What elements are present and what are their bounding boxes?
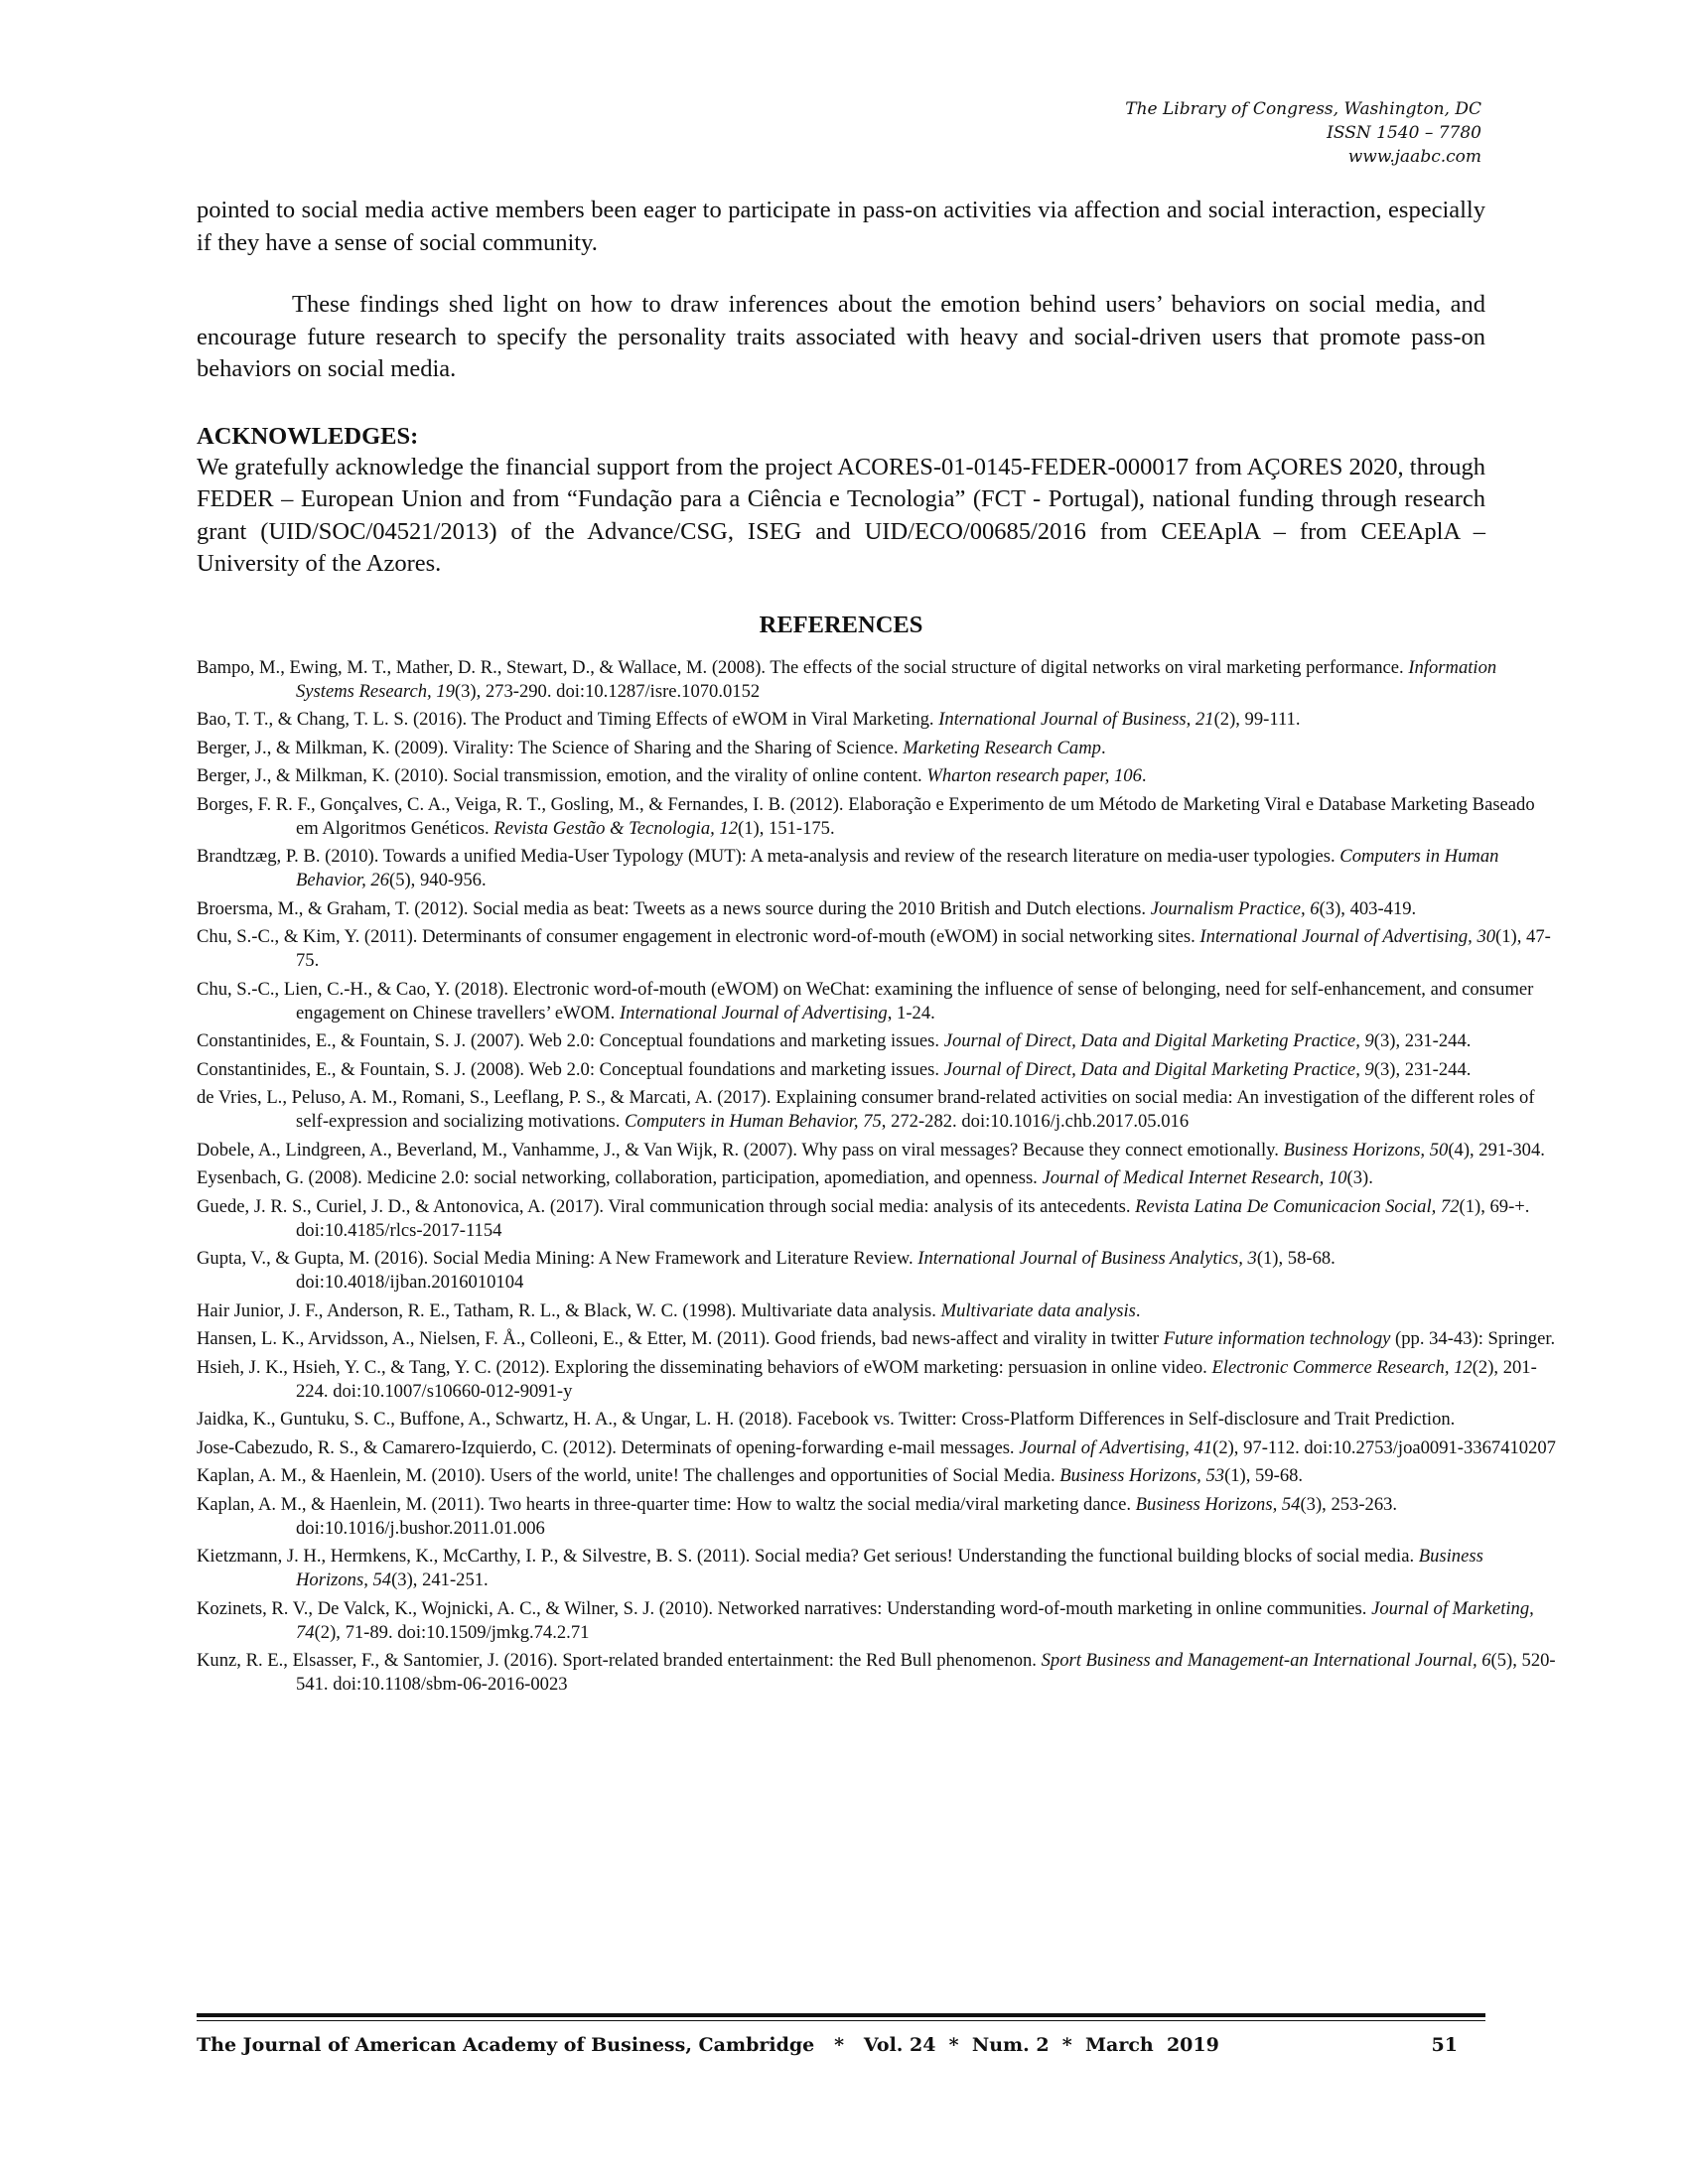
reference-details: (4), 291-304. (1448, 1139, 1545, 1160)
reference-item (197, 978, 1557, 1025)
reference-text: Eysenbach, G. (2008). Medicine 2.0: social networking, collaboration, participation, apomediation, and openness. (197, 1167, 1043, 1188)
reference-source-title: Journal of Marketing, 74 (296, 1597, 1534, 1643)
reference-item (197, 1649, 1557, 1697)
footer-rule-thin (197, 2020, 1485, 2021)
reference-text: Chu, S.-C., Lien, C.-H., & Cao, Y. (2018). Electronic word-of-mouth (eWOM) on WeChat: examining the influence of sense of belonging, need for self-enhancement, and consumer engagement on Chinese travellers’ eWOM. (197, 978, 1534, 1024)
reference-text: Berger, J., & Milkman, K. (2009). Virality: The Science of Sharing and the Sharing of Science. (197, 737, 904, 758)
reference-item (197, 1408, 1557, 1432)
header-website: www.jaabc.com (1347, 147, 1481, 167)
reference-item (197, 845, 1557, 892)
reference-text: Hsieh, J. K., Hsieh, Y. C., & Tang, Y. C. (2012). Exploring the disseminating behaviors of eWOM marketing: persuasion in online video. (197, 1356, 1212, 1378)
reference-source-title: Journalism Practice, 6 (1150, 897, 1320, 919)
reference-source-title: Business Horizons, 54 (1135, 1493, 1301, 1515)
reference-text: Kaplan, A. M., & Haenlein, M. (2011). Two hearts in three-quarter time: How to waltz the social media/viral marketing dance. (197, 1493, 1136, 1515)
reference-source-title: Revista Latina De Comunicacion Social, 72 (1135, 1195, 1460, 1217)
running-header (1125, 97, 1481, 169)
reference-details: (3), 231-244. (1373, 1058, 1472, 1080)
reference-item (197, 764, 1557, 788)
reference-source-title: International Journal of Advertising, 30 (1199, 926, 1496, 947)
page-number: 51 (1431, 2034, 1458, 2056)
reference-source-title: Business Horizons, 53 (1059, 1465, 1225, 1486)
reference-details: (2), 71-89. doi:10.1509/jmkg.74.2.71 (314, 1621, 590, 1643)
reference-source-title: Revista Gestão & Tecnologia, 12 (493, 817, 739, 839)
reference-item (197, 925, 1557, 973)
reference-details: . (1100, 737, 1106, 758)
reference-text: Broersma, M., & Graham, T. (2012). Social media as beat: Tweets as a news source during the 2010 British and Dutch elections. (197, 897, 1151, 919)
reference-text: Guede, J. R. S., Curiel, J. D., & Antonovica, A. (2017). Viral communication through social media: analysis of its antecedents. (197, 1195, 1136, 1217)
reference-text: Berger, J., & Milkman, K. (2010). Social transmission, emotion, and the virality of online content. (197, 765, 927, 786)
reference-source-title: Computers in Human Behavior, 75 (625, 1111, 882, 1132)
reference-text: Kietzmann, J. H., Hermkens, K., McCarthy, I. P., & Silvestre, B. S. (2011). Social media? Get serious! Understanding the functional building blocks of social media. (197, 1546, 1419, 1567)
reference-text: Kozinets, R. V., De Valck, K., Wojnicki, A. C., & Wilner, S. J. (2010). Networked narratives: Understanding word-of-mouth marketing in online communities. (197, 1597, 1372, 1619)
reference-text: Constantinides, E., & Fountain, S. J. (2007). Web 2.0: Conceptual foundations and marketing issues. (197, 1030, 944, 1051)
reference-source-title: Future information technology (1163, 1328, 1391, 1349)
reference-source-title: Wharton research paper, 106 (926, 765, 1142, 786)
body-paragraph-1: pointed to social media active members been eager to participate in pass-on activities via affection and social interaction, especially if they have a sense of social community. (197, 197, 1485, 256)
reference-source-title: Journal of Direct, Data and Digital Marketing Practice, 9 (943, 1030, 1374, 1051)
reference-source-title: Marketing Research Camp (903, 737, 1101, 758)
reference-item (197, 1545, 1557, 1592)
reference-item (197, 1195, 1557, 1243)
reference-details: (5), 520-541. doi:10.1108/sbm-06-2016-0023 (296, 1650, 1556, 1695)
reference-source-title: Sport Business and Management-an International Journal, 6 (1041, 1650, 1491, 1671)
reference-source-title: International Journal of Advertising (619, 1002, 888, 1024)
reference-details: (1), 151-175. (738, 817, 835, 839)
reference-details: . (1135, 1299, 1141, 1321)
reference-item (197, 1327, 1557, 1351)
reference-details: (5), 940-956. (389, 870, 487, 890)
reference-item (197, 1493, 1557, 1541)
reference-source-title: Information Systems Research, 19 (296, 656, 1497, 702)
reference-source-title: Electronic Commerce Research, 12 (1211, 1356, 1473, 1378)
reference-item (197, 656, 1557, 704)
reference-text: Bampo, M., Ewing, M. T., Mather, D. R., Stewart, D., & Wallace, M. (2008). The effects of the social structure of digital networks on viral marketing performance. (197, 656, 1409, 678)
reference-source-title: Business Horizons, 54 (296, 1546, 1483, 1590)
reference-item (197, 1058, 1557, 1082)
reference-details: (2), 201-224. doi:10.1007/s10660-012-9091-y (296, 1356, 1537, 1402)
reference-item (197, 737, 1557, 760)
reference-details: (pp. 34-43): Springer. (1390, 1328, 1556, 1349)
reference-text: Hair Junior, J. F., Anderson, R. E., Tatham, R. L., & Black, W. C. (1998). Multivariate data analysis. (197, 1299, 941, 1321)
reference-details: (3), 241-251. (391, 1570, 489, 1590)
reference-text: Gupta, V., & Gupta, M. (2016). Social Media Mining: A New Framework and Literature Review. (197, 1248, 918, 1269)
reference-source-title: Computers in Human Behavior, 26 (296, 846, 1499, 890)
reference-item (197, 793, 1557, 841)
reference-text: Constantinides, E., & Fountain, S. J. (2008). Web 2.0: Conceptual foundations and marketing issues. (197, 1058, 944, 1080)
reference-details: (2), 97-112. doi:10.2753/joa0091-3367410207 (1212, 1436, 1556, 1458)
reference-item (197, 1247, 1557, 1295)
reference-item (197, 1086, 1557, 1134)
reference-text: Chu, S.-C., & Kim, Y. (2011). Determinants of consumer engagement in electronic word-of-mouth (eWOM) in social networking sites. (197, 926, 1200, 947)
page-content (197, 195, 1556, 1702)
reference-item (197, 897, 1557, 921)
reference-text: Jose-Cabezudo, R. S., & Camarero-Izquierdo, C. (2012). Determinats of opening-forwarding e-mail messages. (197, 1436, 1020, 1458)
reference-text: Bao, T. T., & Chang, T. L. S. (2016). The Product and Timing Effects of eWOM in Viral Marketing. (197, 709, 939, 730)
reference-source-title: International Journal of Business Analytics, 3 (917, 1248, 1257, 1269)
header-publisher: The Library of Congress, Washington, DC (1125, 99, 1481, 119)
reference-text: Brandtzæg, P. B. (2010). Towards a unified Media-User Typology (MUT): A meta-analysis and review of the research literature on media-user typologies. (197, 846, 1340, 867)
reference-item (197, 1356, 1557, 1404)
reference-source-title: International Journal of Business, 21 (938, 709, 1214, 730)
reference-source-title: Business Horizons, 50 (1283, 1139, 1449, 1160)
running-footer (197, 2032, 1458, 2058)
footer-journal: The Journal of American Academy of Business, Cambridge * Vol. 24 * Num. 2 * March 2019 (197, 2034, 1219, 2056)
reference-item (197, 1464, 1557, 1488)
reference-item (197, 1299, 1557, 1323)
reference-item (197, 1436, 1557, 1460)
reference-details: (3), 273-290. doi:10.1287/isre.1070.0152 (454, 680, 761, 702)
reference-details: (1), 47-75. (296, 926, 1551, 971)
reference-source-title: Journal of Direct, Data and Digital Marketing Practice, 9 (943, 1058, 1374, 1080)
reference-item (197, 1029, 1557, 1053)
reference-source-title: Journal of Advertising, 41 (1019, 1436, 1213, 1458)
reference-item (197, 1139, 1557, 1162)
reference-text: de Vries, L., Peluso, A. M., Romani, S., Leeflang, P. S., & Marcati, A. (2017). Explaining consumer brand-related activities on social media: An investigation of the different roles of self-expression and socializing motivations. (197, 1087, 1535, 1132)
body-paragraph-2: These findings shed light on how to draw inferences about the emotion behind users’ behaviors on social media, and encourage future research to specify the personality traits associated with heavy and social-driven users that promote pass-on behaviors on social media. (197, 291, 1485, 382)
reference-text: Hansen, L. K., Arvidsson, A., Nielsen, F. Å., Colleoni, E., & Etter, M. (2011). Good friends, bad news-affect and virality in twitter (197, 1328, 1164, 1349)
header-issn: ISSN 1540 – 7780 (1327, 123, 1481, 143)
reference-text: Kaplan, A. M., & Haenlein, M. (2010). Users of the world, unite! The challenges and opportunities of Social Media. (197, 1465, 1060, 1486)
reference-source-title: Journal of Medical Internet Research, 10 (1042, 1167, 1347, 1188)
reference-details: (1), 58-68. doi:10.4018/ijban.2016010104 (296, 1248, 1336, 1293)
reference-details: . (1141, 765, 1147, 786)
reference-details: (2), 99-111. (1213, 709, 1301, 730)
reference-details: (3), 231-244. (1373, 1030, 1472, 1051)
reference-details: (1), 59-68. (1224, 1465, 1304, 1486)
reference-details: (3), 403-419. (1319, 897, 1417, 919)
reference-details: (1), 69-+. doi:10.4185/rlcs-2017-1154 (296, 1195, 1530, 1241)
footer-rule (197, 2013, 1485, 2017)
reference-item (197, 708, 1557, 732)
reference-details: (3). (1346, 1167, 1373, 1188)
reference-text: Kunz, R. E., Elsasser, F., & Santomier, J. (2016). Sport-related branded entertainment: the Red Bull phenomenon. (197, 1650, 1042, 1671)
acknowledges-heading: ACKNOWLEDGES: (197, 422, 419, 450)
reference-source-title: Multivariate data analysis (940, 1299, 1136, 1321)
reference-text: Borges, F. R. F., Gonçalves, C. A., Veiga, R. T., Gosling, M., & Fernandes, I. B. (2012). Elaboração e Experimento de um Método de Marketing Viral e Database Marketing Baseado em Algoritmos Genéticos. (197, 793, 1535, 839)
references-heading: REFERENCES (759, 611, 923, 638)
reference-details: (3), 253-263. doi:10.1016/j.bushor.2011.01.006 (296, 1493, 1398, 1539)
reference-item (197, 1166, 1557, 1190)
reference-item (197, 1597, 1557, 1645)
reference-text: Dobele, A., Lindgreen, A., Beverland, M., Vanhamme, J., & Van Wijk, R. (2007). Why pass on viral messages? Because they connect emotionally. (197, 1139, 1284, 1160)
reference-details: , 1-24. (887, 1002, 935, 1024)
reference-list (197, 656, 1556, 1698)
reference-details: , 272-282. doi:10.1016/j.chb.2017.05.016 (881, 1111, 1190, 1132)
reference-text: Jaidka, K., Guntuku, S. C., Buffone, A., Schwartz, H. A., & Ungar, L. H. (2018). Facebook vs. Twitter: Cross-Platform Differences in Self-disclosure and Trait Prediction. (197, 1409, 1456, 1430)
acknowledges-text: We gratefully acknowledge the financial support from the project ACORES-01-0145-FEDER-000017 from AÇORES 2020, through FEDER – European Union and from “Fundação para a Ciência e Tecnologia” (FCT - Portugal), national funding through research grant (UID/SOC/04521/2013) of the Advance/CSG, ISEG and UID/ECO/00685/2016 from CEEAplA – from CEEAplA – University of the Azores. (197, 453, 1485, 577)
